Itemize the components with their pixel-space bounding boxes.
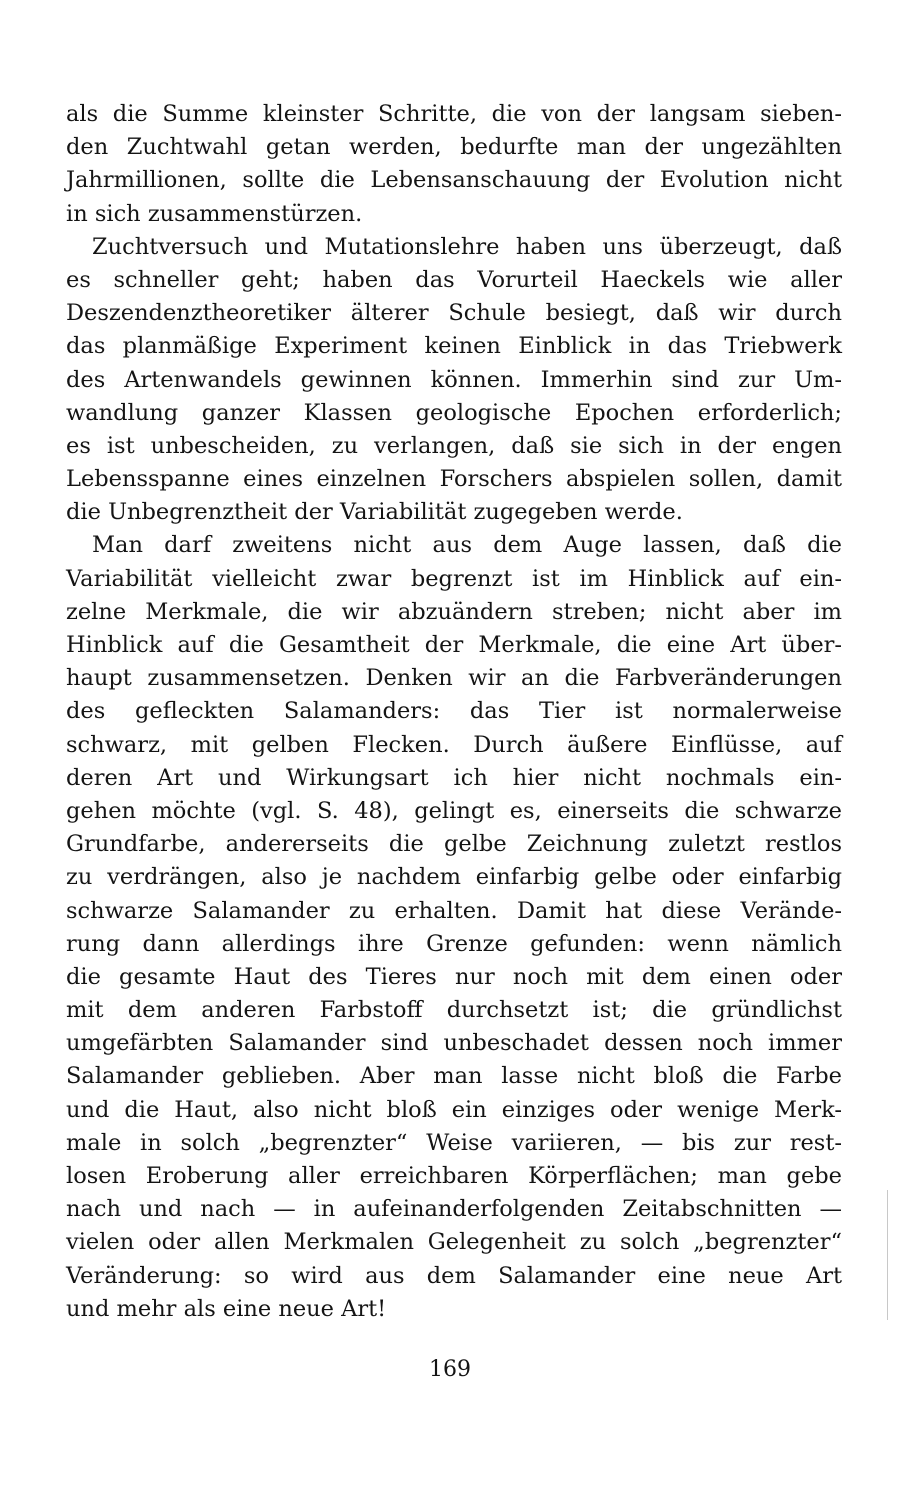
text-line: vielen oder allen Merkmalen Gelegenheit zu solch „begrenzter“ <box>66 1229 842 1256</box>
text-line: rung dann allerdings ihre Grenze gefunden: wenn nämlich <box>66 930 842 957</box>
text-line: das planmäßige Experiment keinen Einblick in das Triebwerk <box>66 333 842 360</box>
paragraph-1 <box>66 98 842 231</box>
text-line: Salamander geblieben. Aber man lasse nicht bloß die Farbe <box>66 1063 842 1090</box>
text-line: den Zuchtwahl getan werden, bedurfte man der ungezählten <box>66 134 842 161</box>
text-line: Veränderung: so wird aus dem Salamander eine neue Art <box>66 1262 842 1289</box>
text-line: Hinblick auf die Gesamtheit der Merkmale, die eine Art über- <box>66 632 842 658</box>
text-line: Grundfarbe, andererseits die gelbe Zeichnung zuletzt restlos <box>66 831 842 858</box>
paragraph-2 <box>66 231 842 530</box>
text-line: als die Summe kleinster Schritte, die von der langsam sieben- <box>66 101 842 127</box>
text-line: umgefärbten Salamander sind unbeschadet dessen noch immer <box>66 1030 842 1057</box>
text-line: Variabilität vielleicht zwar begrenzt ist im Hinblick auf ein- <box>66 565 842 592</box>
text-line: die gesamte Haut des Tieres nur noch mit dem einen oder <box>66 963 842 990</box>
text-line: Deszendenztheoretiker älterer Schule besiegt, daß wir durch <box>66 300 842 327</box>
text-line: haupt zusammensetzen. Denken wir an die Farbveränderungen <box>66 665 842 692</box>
scan-margin-line <box>887 1190 888 1320</box>
text-body <box>66 98 842 1326</box>
text-line: die Unbegrenztheit der Variabilität zugegeben werde. <box>66 499 683 526</box>
text-line: Jahrmillionen, sollte die Lebensanschauung der Evolution nicht <box>66 167 842 194</box>
text-line: deren Art und Wirkungsart ich hier nicht nochmals ein- <box>66 764 842 791</box>
text-line: zu verdrängen, also je nachdem einfarbig gelbe oder einfarbig <box>66 864 842 891</box>
text-line: und die Haut, also nicht bloß ein einziges oder wenige Merk- <box>66 1096 842 1123</box>
text-line: wandlung ganzer Klassen geologische Epochen erforderlich; <box>66 399 842 426</box>
text-line: Lebensspanne eines einzelnen Forschers abspielen sollen, damit <box>66 466 842 493</box>
text-line: es schneller geht; haben das Vorurteil Haeckels wie aller <box>66 266 842 293</box>
text-line: des Artenwandels gewinnen können. Immerhin sind zur Um- <box>66 366 842 393</box>
text-line: losen Eroberung aller erreichbaren Körperflächen; man gebe <box>66 1163 842 1189</box>
text-line: gehen möchte (vgl. S. 48), gelingt es, einerseits die schwarze <box>66 797 842 824</box>
text-line: mit dem anderen Farbstoff durchsetzt ist; die gründlichst <box>66 997 842 1024</box>
text-line: in sich zusammenstürzen. <box>66 200 363 227</box>
text-line: Zuchtversuch und Mutationslehre haben uns überzeugt, daß <box>92 233 842 260</box>
text-line: Man darf zweitens nicht aus dem Auge lassen, daß die <box>92 532 842 559</box>
text-line: schwarz, mit gelben Flecken. Durch äußere Einflüsse, auf <box>66 731 842 758</box>
text-line: zelne Merkmale, die wir abzuändern streben; nicht aber im <box>66 598 842 625</box>
text-line: des gefleckten Salamanders: das Tier ist normalerweise <box>66 698 842 725</box>
text-line: nach und nach — in aufeinanderfolgenden Zeitabschnitten — <box>66 1196 842 1223</box>
text-line: schwarze Salamander zu erhalten. Damit hat diese Verände- <box>66 897 842 924</box>
text-line: und mehr als eine neue Art! <box>66 1295 387 1322</box>
text-line: male in solch „begrenzter“ Weise variieren, — bis zur rest- <box>66 1129 842 1156</box>
page-number: 169 <box>429 1357 471 1382</box>
paragraph-3 <box>66 529 842 1326</box>
text-line: es ist unbescheiden, zu verlangen, daß sie sich in der engen <box>66 432 842 459</box>
